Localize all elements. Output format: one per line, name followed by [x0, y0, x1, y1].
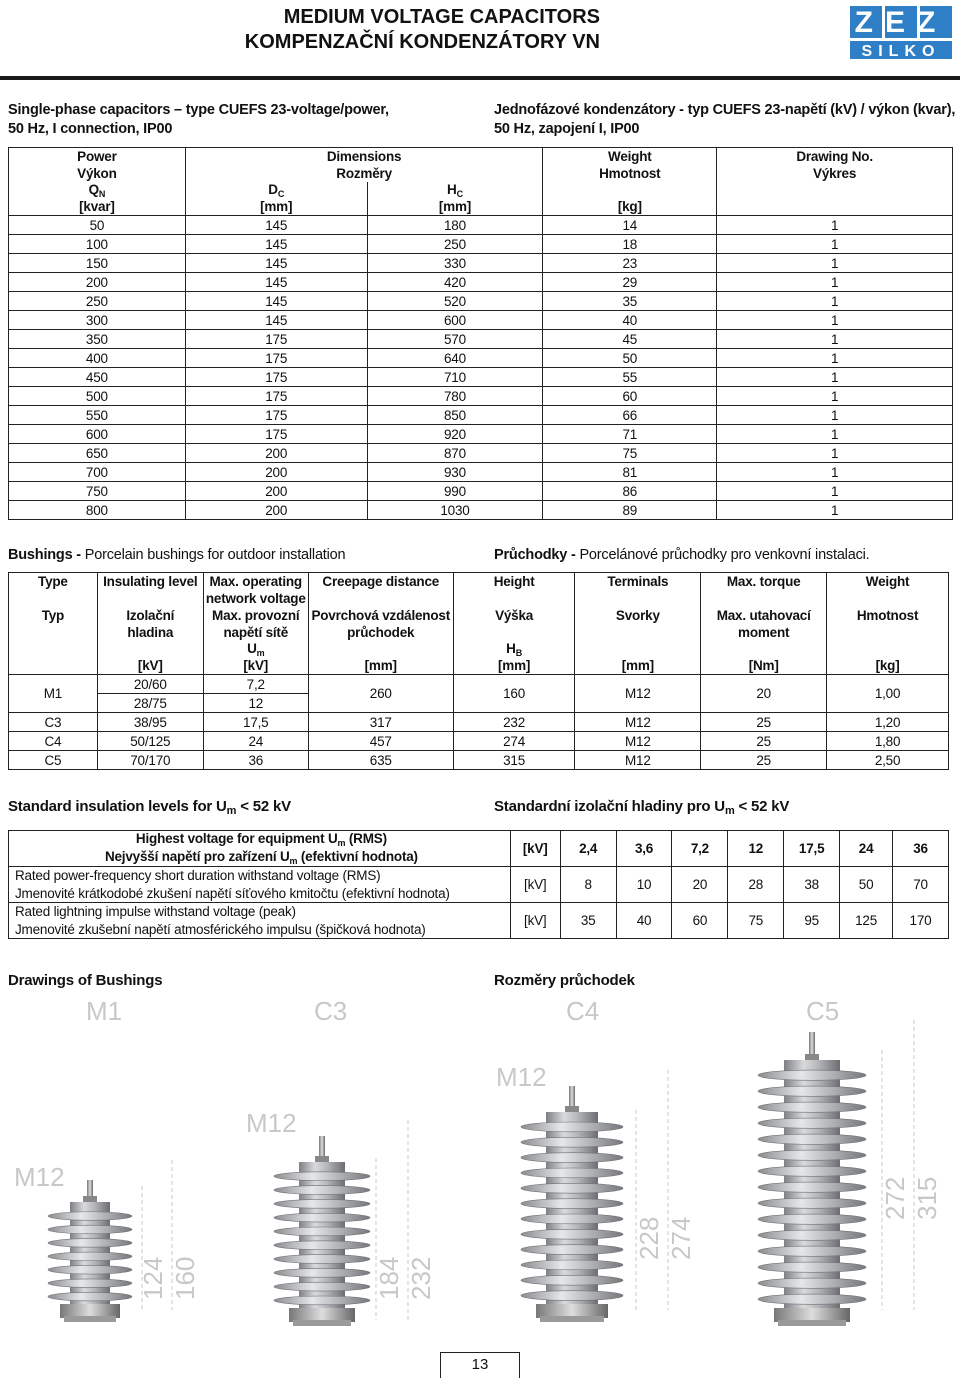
- capacitor-row: [9, 368, 953, 387]
- capacitor-cell: 145: [185, 273, 367, 292]
- dim-c4-228: 228: [634, 1216, 664, 1260]
- dim-c3-184: 184: [374, 1256, 404, 1300]
- zez-silko-logo: [848, 4, 954, 60]
- col-weight: Weight: [543, 148, 717, 165]
- capacitor-cell: 1: [717, 235, 953, 254]
- capacitor-cell: 920: [367, 425, 543, 444]
- capacitor-cell: 520: [367, 292, 543, 311]
- bushing-rows: [9, 713, 949, 770]
- bushing-c3: [274, 1136, 370, 1326]
- capacitors-title-en: Single-phase capacitors – type CUEFS 23-voltage/power, 50 Hz, I connection, IP00: [8, 102, 389, 137]
- bushing-cell: 457: [308, 732, 453, 751]
- capacitor-cell: 250: [367, 235, 543, 254]
- capacitor-cell: 75: [543, 444, 717, 463]
- capacitor-cell: 550: [9, 406, 186, 425]
- capacitor-cell: 145: [185, 292, 367, 311]
- bushing-cell: 635: [308, 751, 453, 770]
- bushing-c4: [521, 1086, 623, 1322]
- capacitor-cell: 330: [367, 254, 543, 273]
- capacitor-row: [9, 235, 953, 254]
- dim-m1-160: 160: [170, 1256, 200, 1300]
- insulation-title-cz: Standardní izolační hladiny pro $U_m < 52$ kV: [494, 798, 790, 817]
- capacitor-cell: 86: [543, 482, 717, 501]
- capacitor-row: [9, 349, 953, 368]
- capacitor-cell: 1: [717, 463, 953, 482]
- capacitor-row: [9, 311, 953, 330]
- bushing-cell: 25: [701, 732, 827, 751]
- capacitor-cell: 1: [717, 444, 953, 463]
- capacitor-cell: 66: [543, 406, 717, 425]
- capacitor-cell: 200: [185, 501, 367, 520]
- capacitor-cell: 145: [185, 235, 367, 254]
- capacitor-cell: 990: [367, 482, 543, 501]
- dim-c3-232: 232: [406, 1256, 436, 1300]
- capacitor-cell: 600: [367, 311, 543, 330]
- col-dimensions: Dimensions: [185, 148, 543, 165]
- capacitor-cell: 200: [185, 463, 367, 482]
- capacitor-cell: 18: [543, 235, 717, 254]
- bushing-cell: 1,80: [827, 732, 949, 751]
- bushing-cell: 232: [453, 713, 575, 732]
- capacitor-cell: 870: [367, 444, 543, 463]
- capacitor-cell: 400: [9, 349, 186, 368]
- capacitor-cell: 1: [717, 254, 953, 273]
- capacitor-cell: 45: [543, 330, 717, 349]
- col-power: Power: [9, 148, 186, 165]
- bushing-row-m1: M1 20/60 7,2 260 160 M12 20 1,00: [9, 675, 949, 694]
- capacitor-cell: 420: [367, 273, 543, 292]
- bushing-cell: M12: [575, 751, 701, 770]
- capacitors-rows: [9, 216, 953, 520]
- dim-c5-315: 315: [912, 1176, 942, 1220]
- bushings-title-en: Bushings - Porcelain bushings for outdoor installation: [8, 547, 346, 563]
- capacitor-cell: 180: [367, 216, 543, 235]
- capacitor-cell: 1: [717, 482, 953, 501]
- term-m1: M12: [14, 1162, 65, 1192]
- capacitor-row: [9, 463, 953, 482]
- bushing-cell: 315: [453, 751, 575, 770]
- capacitor-cell: 850: [367, 406, 543, 425]
- capacitor-row: [9, 216, 953, 235]
- capacitor-cell: 1: [717, 292, 953, 311]
- title-english: MEDIUM VOLTAGE CAPACITORS: [283, 6, 600, 28]
- capacitor-cell: 50: [543, 349, 717, 368]
- capacitors-title-cz: Jednofázové kondenzátory - typ CUEFS 23-napětí (kV) / výkon (kvar), 50 Hz, zapojení I, IP00: [494, 102, 956, 137]
- page-header: [0, 0, 960, 68]
- capacitor-cell: 175: [185, 425, 367, 444]
- capacitor-cell: 1: [717, 273, 953, 292]
- capacitor-cell: 175: [185, 387, 367, 406]
- logo-bottom-text: SILKO: [861, 43, 941, 60]
- bushing-cell: C4: [9, 732, 98, 751]
- dim-c4-274: 274: [666, 1216, 696, 1260]
- bushings-title-cz: Průchodky - Porcelánové průchodky pro venkovní instalaci.: [494, 547, 870, 563]
- term-c3: M12: [246, 1108, 297, 1138]
- capacitor-row: [9, 406, 953, 425]
- capacitor-cell: 150: [9, 254, 186, 273]
- capacitor-cell: 1: [717, 501, 953, 520]
- capacitor-cell: 250: [9, 292, 186, 311]
- capacitor-cell: 145: [185, 254, 367, 273]
- capacitor-cell: 23: [543, 254, 717, 273]
- capacitor-cell: 1: [717, 406, 953, 425]
- capacitor-row: [9, 292, 953, 311]
- capacitor-cell: 71: [543, 425, 717, 444]
- capacitor-cell: 200: [9, 273, 186, 292]
- label-c3: C3: [314, 996, 348, 1026]
- page-number: 13: [440, 1352, 520, 1378]
- capacitor-cell: 650: [9, 444, 186, 463]
- dim-m1-124: 124: [138, 1256, 168, 1300]
- capacitor-cell: 145: [185, 311, 367, 330]
- bushing-cell: 50/125: [97, 732, 203, 751]
- drawings-title-cz: Rozměry průchodek: [494, 972, 635, 989]
- header-rule: [0, 76, 960, 80]
- capacitor-cell: 600: [9, 425, 186, 444]
- capacitor-cell: 1: [717, 311, 953, 330]
- capacitor-row: [9, 425, 953, 444]
- capacitor-cell: 40: [543, 311, 717, 330]
- capacitor-cell: 500: [9, 387, 186, 406]
- capacitors-table: Power Dimensions Weight Drawing No. Výkon Rozměry Hmotnost Výkres $Q_N$ $D_C$ $H_C$ [kvar] [mm] [mm] [kg] 50 145 180 14 1 100 145 250 18 1 150 145 330 23 1 200 145 420 29 1 250 145 520 35 1 300 145 600 40 1 350 175 570 45 1 400 175 640 50 1 450 175 710 55 1 500 175 780 60 1 550 175 850 66 1 600 175 920 71 1 650 200 870 75 1 700 200 930 81 1 750 200 990 86 1 800 200 1030 89 1: [8, 147, 953, 520]
- insulation-table: Highest voltage for equipment $U_m$ (RMS) [kV] 2,4 3,6 7,2 12 17,5 24 36 Nejvyšší napětí pro zařízení $U_m$ (efektivní hodnota) Rated power-frequency short duration withstand voltage (RMS) [kV] 8 10 20 28 38 50 70 Jmenovité krátkodobé zkušení napětí síťového kmitočtu (efektivní hodnota) Rated lightning impulse withstand voltage (peak) [kV] 35 40 60 75 95 125 170 Jmenovité zkušební napětí atmosférického impulsu (špičková hodnota): [8, 830, 949, 939]
- bushing-cell: M12: [575, 713, 701, 732]
- bushing-cell: 70/170: [97, 751, 203, 770]
- bushing-row: [9, 732, 949, 751]
- capacitor-cell: 640: [367, 349, 543, 368]
- capacitor-cell: 710: [367, 368, 543, 387]
- capacitor-cell: 1: [717, 425, 953, 444]
- bushing-cell: M12: [575, 732, 701, 751]
- capacitor-row: [9, 444, 953, 463]
- capacitor-cell: 175: [185, 330, 367, 349]
- capacitor-cell: 800: [9, 501, 186, 520]
- capacitor-cell: 200: [185, 482, 367, 501]
- capacitor-cell: 29: [543, 273, 717, 292]
- capacitor-cell: 145: [185, 216, 367, 235]
- bushing-row: [9, 713, 949, 732]
- bushing-cell: 25: [701, 713, 827, 732]
- capacitor-cell: 570: [367, 330, 543, 349]
- capacitor-cell: 35: [543, 292, 717, 311]
- capacitor-cell: 81: [543, 463, 717, 482]
- capacitor-cell: 175: [185, 368, 367, 387]
- capacitor-cell: 1: [717, 349, 953, 368]
- capacitor-cell: 1: [717, 216, 953, 235]
- insulation-title-en: Standard insulation levels for $U_m < 52$ kV: [8, 798, 291, 817]
- bushing-cell: 274: [453, 732, 575, 751]
- capacitor-cell: 55: [543, 368, 717, 387]
- capacitor-row: [9, 482, 953, 501]
- capacitor-row: [9, 387, 953, 406]
- bushing-cell: 24: [203, 732, 308, 751]
- capacitor-cell: 750: [9, 482, 186, 501]
- bushing-cell: 2,50: [827, 751, 949, 770]
- dim-c5-272: 272: [880, 1176, 910, 1220]
- bushing-cell: 36: [203, 751, 308, 770]
- capacitor-cell: 60: [543, 387, 717, 406]
- capacitor-cell: 100: [9, 235, 186, 254]
- capacitor-cell: 14: [543, 216, 717, 235]
- bushing-cell: C3: [9, 713, 98, 732]
- capacitor-cell: 1030: [367, 501, 543, 520]
- capacitor-cell: 930: [367, 463, 543, 482]
- capacitor-cell: 700: [9, 463, 186, 482]
- capacitor-cell: 50: [9, 216, 186, 235]
- term-c4: M12: [496, 1062, 547, 1092]
- col-drawing: Drawing No.: [717, 148, 953, 165]
- label-m1: M1: [86, 996, 123, 1026]
- bushing-m1: [48, 1180, 132, 1322]
- title-czech: KOMPENZAČNÍ KONDENZÁTORY VN: [244, 31, 600, 53]
- bushing-c5: [758, 1032, 866, 1326]
- capacitor-row: [9, 254, 953, 273]
- bushing-cell: 1,20: [827, 713, 949, 732]
- bushing-drawings: [0, 990, 960, 1330]
- bushing-cell: C5: [9, 751, 98, 770]
- bushing-cell: 25: [701, 751, 827, 770]
- bushing-cell: 17,5: [203, 713, 308, 732]
- bushing-cell: 38/95: [97, 713, 203, 732]
- capacitor-row: [9, 273, 953, 292]
- drawings-title-en: Drawings of Bushings: [8, 972, 163, 989]
- capacitor-cell: 200: [185, 444, 367, 463]
- label-c4: C4: [566, 996, 600, 1026]
- bushing-row: [9, 751, 949, 770]
- capacitor-cell: 1: [717, 387, 953, 406]
- bushings-table: Type Insulating level Max. operating Creepage distance Height Terminals Max. torque Weight network voltage Typ Izolační Max. provozní Povrchová vzdálenost Výška Svorky Max. utahovací Hmotnost hladina napětí sítě průchodek moment $U_m$ $H_B$ [kV] [kV] [mm] [mm] [mm] [Nm] [kg] M1 20/60 7,2 260 160 M12 20 1,00 28/75 12 C3 38/95 17,5 317 232 M12 25 1,20 C4 50/125 24 457 274 M12 25 1,80 C5 70/170 36 635 315 M12 25 2,50: [8, 572, 949, 770]
- capacitor-cell: 89: [543, 501, 717, 520]
- capacitor-cell: 300: [9, 311, 186, 330]
- capacitor-row: [9, 330, 953, 349]
- capacitor-cell: 1: [717, 330, 953, 349]
- capacitor-cell: 175: [185, 349, 367, 368]
- capacitor-row: [9, 501, 953, 520]
- capacitor-cell: 175: [185, 406, 367, 425]
- label-c5: C5: [806, 996, 840, 1026]
- bushing-cell: 317: [308, 713, 453, 732]
- capacitor-cell: 350: [9, 330, 186, 349]
- logo-top-text: ZEZ: [854, 6, 948, 39]
- capacitor-cell: 1: [717, 368, 953, 387]
- capacitor-cell: 450: [9, 368, 186, 387]
- capacitor-cell: 780: [367, 387, 543, 406]
